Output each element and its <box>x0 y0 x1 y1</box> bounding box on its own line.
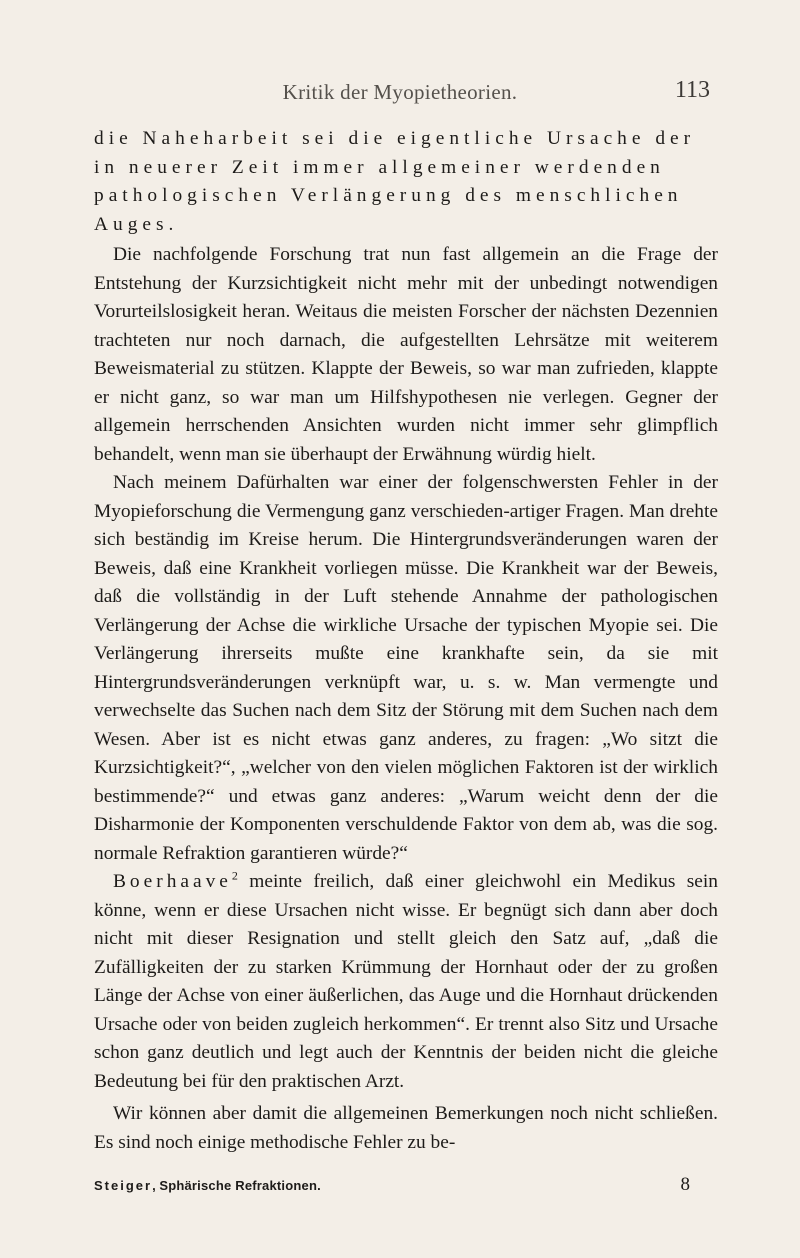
footnote-reference: 2 <box>231 868 238 883</box>
author-name-boerhaave: Boerhaave <box>113 871 232 892</box>
page-footer <box>94 1178 674 1193</box>
footer-book-title: Sphärische Refraktionen. <box>159 1178 321 1193</box>
page-number: 113 <box>674 77 710 103</box>
footer-author: Steiger <box>94 1178 153 1193</box>
paragraph-closing-remarks: Wir können aber damit die allgemeinen Bemerkungen noch nicht schließen. Es sind noch einige methodische Fehler zu be- <box>94 1103 718 1153</box>
paragraph-research-bias: Die nachfolgende Forschung trat nun fast allgemein an die Frage der Entstehung der Kurzsichtigkeit nicht mehr mit der unbedingt notwendigen Vorurteilslosigkeit heran. Weitaus die meisten Forscher der nächsten Dezennien trachteten nur noch darnach, die aufgestellten Lehrsätze mit weiterem Beweismaterial zu stützen. Klappte der Beweis, so war man zufrieden, klappte er nicht ganz, so war man um Hilfshypothesen nie verlegen. Gegner der allgemein herrschenden Ansichten wurden nicht immer sehr glimpflich behandelt, wenn man sie überhaupt der Erwähnung würdig hielt. <box>94 244 718 465</box>
paragraph-boerhaave <box>94 868 718 1096</box>
running-head <box>60 72 740 108</box>
running-title: Kritik der Myopietheorien. <box>282 80 518 104</box>
thesis-paragraph: die Naheharbeit sei die eigentliche Ursache der in neuerer Zeit immer allgemeiner werdenden pathologischen Verlängerung des menschlichen Auges. <box>94 128 696 235</box>
footer-separator: , <box>152 1178 156 1193</box>
paragraph-methodological-errors: Nach meinem Dafürhalten war einer der folgenschwersten Fehler in der Myopieforschung die Vermengung ganz verschieden-artiger Fragen. Man drehte sich beständig im Kreise herum. Die Hintergrundsveränderungen waren der Beweis, daß eine Krankheit vorliegen müsse. Die Krankheit war der Beweis, daß die vollständig in der Luft stehende Annahme der pathologischen Verlängerung der Achse die wirkliche Ursache der typischen Myopie sei. Die Verlängerung ihrerseits mußte eine krankhafte sein, da sie mit Hintergrundsveränderungen verknüpft war, u. s. w. Man vermengte und verwechselte das Suchen nach dem Sitz der Störung mit dem Suchen nach dem Wesen. Aber ist es nicht etwas ganz anderes, zu fragen: „Wo sitzt die Kurzsichtigkeit?“, „welcher von den vielen möglichen Faktoren ist der wirklich bestimmende?“ und etwas ganz anderes: „Warum weicht denn der die Disharmonie der Komponenten verschuldende Faktor von dem ab, was die sog. normale Refraktion garantieren würde?“ <box>94 472 718 864</box>
printer-signature-mark: 8 <box>680 1174 690 1195</box>
body-text <box>94 125 718 1157</box>
boerhaave-paragraph-text: meinte freilich, daß einer gleichwohl ein Medikus sein könne, wenn er diese Ursachen nicht wisse. Er begnügt sich dann aber doch nicht mit dieser Resignation und stellt gleich den Satz auf, „daß die Zufälligkeiten der zu starken Krümmung der Hornhaut oder der zu großen Länge der Achse von einer äußerlichen, das Auge und die Hornhaut drückenden Ursache oder von beiden zugleich herkommen“. Er trennt also Sitz und Ursache schon ganz deutlich und legt auch der Kenntnis der beiden nicht die gleiche Bedeutung bei für den praktischen Arzt. <box>94 871 718 1092</box>
